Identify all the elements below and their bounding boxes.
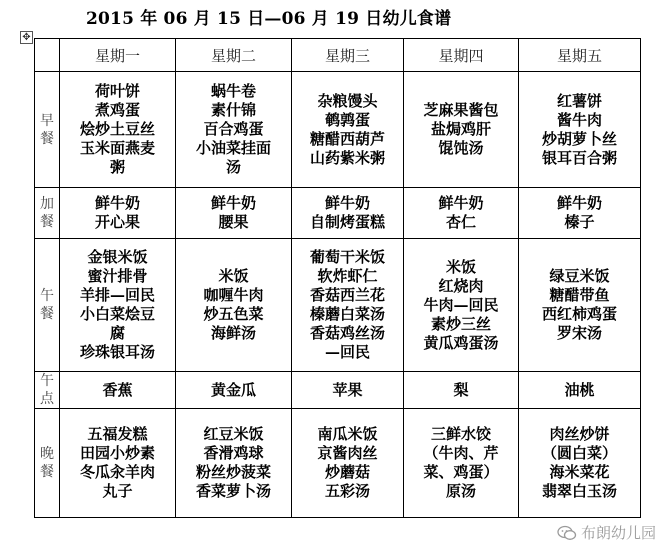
dish-line: 酱牛肉 (556, 110, 602, 129)
meal-label-char: 点 (40, 391, 54, 407)
menu-cell (292, 188, 404, 239)
dish-line: 炒胡萝卜丝 (541, 129, 617, 148)
dish-line: 粥 (109, 158, 125, 176)
dish-line: 米饭 (218, 267, 249, 285)
meal-label-char: 餐 (40, 130, 54, 147)
dish-line: 腐 (109, 324, 125, 342)
dish-line: 煮鸡蛋 (94, 101, 140, 119)
dish-line: 小白菜烩豆 (79, 305, 155, 323)
menu-cell (60, 372, 176, 409)
dish-line: 香滑鸡球 (203, 444, 264, 462)
dish-line: 肉丝炒饼 (549, 425, 610, 443)
menu-cell (60, 409, 176, 518)
dish-line: 鲜牛奶 (556, 194, 602, 212)
dish-line: 糖醋西葫芦 (309, 129, 385, 148)
menu-cell (176, 72, 292, 188)
dish-line: 杏仁 (445, 213, 476, 231)
dish-line: 黄金瓜 (210, 380, 256, 399)
meal-row (35, 239, 641, 372)
dish-line: 榛子 (564, 213, 595, 231)
menu-cell (60, 72, 176, 188)
dish-line: —回民 (324, 343, 370, 361)
dish-line: 金银米饭 (87, 248, 148, 266)
dish-line: 炒蘑菇 (324, 463, 370, 481)
watermark (557, 522, 656, 543)
dish-line: 苹果 (332, 380, 363, 399)
dish-line: （牛肉、芹 (423, 444, 499, 462)
dish-line: 汤 (225, 158, 241, 176)
dish-line: 素炒三丝 (430, 314, 491, 333)
dish-line: 芝麻果酱包 (423, 101, 499, 119)
dish-line: 田园小炒素 (79, 444, 155, 462)
meal-label-char: 午 (40, 288, 54, 304)
day-header: 星期五 (519, 39, 641, 72)
menu-cell (176, 239, 292, 372)
dish-line: 蜜汁排骨 (87, 267, 148, 285)
dish-line: 西红柿鸡蛋 (541, 305, 617, 323)
dish-line: 梨 (453, 380, 469, 399)
dish-line: 香菜萝卜汤 (195, 482, 271, 500)
dish-line: 咖喱牛肉 (203, 286, 264, 304)
meal-label-char: 餐 (40, 306, 54, 322)
menu-cell (292, 239, 404, 372)
menu-cell (60, 239, 176, 372)
menu-cell (404, 72, 519, 188)
meal-row (35, 409, 641, 518)
dish-line: 红豆米饭 (203, 425, 264, 443)
dish-line: 红烧肉 (438, 276, 484, 295)
dish-line: 香菇西兰花 (309, 286, 385, 304)
dish-line: 百合鸡蛋 (203, 120, 264, 138)
wechat-icon (557, 525, 577, 541)
menu-cell (404, 239, 519, 372)
dish-line: 腰果 (218, 213, 249, 231)
menu-cell (404, 372, 519, 409)
meal-label-char: 餐 (40, 214, 54, 230)
dish-line: 五福发糕 (87, 425, 148, 443)
dish-line: 米饭 (445, 257, 476, 276)
dish-line: 三鲜水饺 (430, 425, 491, 443)
dish-line: 红薯饼 (556, 91, 602, 110)
dish-line: 山药紫米粥 (309, 148, 385, 167)
menu-cell (519, 188, 641, 239)
dish-line: 玉米面燕麦 (79, 139, 155, 157)
dish-line: 翡翠白玉汤 (541, 482, 617, 500)
day-header: 星期一 (60, 39, 176, 72)
menu-cell (60, 188, 176, 239)
menu-table (34, 38, 641, 518)
meal-label-char: 餐 (40, 464, 54, 480)
dish-line: 烩炒土豆丝 (79, 120, 155, 138)
meal-label-char: 午 (40, 373, 54, 389)
menu-cell (519, 239, 641, 372)
menu-cell (176, 372, 292, 409)
meal-row (35, 188, 641, 239)
day-header: 星期三 (292, 39, 404, 72)
menu-cell (404, 409, 519, 518)
menu-cell (176, 409, 292, 518)
menu-cell (404, 188, 519, 239)
dish-line: 海米菜花 (549, 463, 610, 481)
dish-line: 南瓜米饭 (317, 425, 378, 443)
dish-line: 羊排—回民 (79, 286, 155, 304)
watermark-text: 布朗幼儿园 (580, 524, 656, 542)
header-row (35, 39, 641, 72)
menu-cell (292, 409, 404, 518)
dish-line: 葡萄干米饭 (309, 248, 385, 266)
dish-line: 香菇鸡丝汤 (309, 324, 385, 342)
dish-line: 蜗牛卷 (210, 82, 256, 100)
dish-line: 珍珠银耳汤 (79, 343, 155, 361)
dish-line: 荷叶饼 (94, 82, 140, 100)
meal-label-char: 早 (40, 112, 54, 129)
meal-label (35, 239, 60, 372)
meal-label (35, 72, 60, 188)
dish-line: 鲜牛奶 (210, 194, 256, 212)
dish-line: 鹌鹑蛋 (324, 110, 370, 129)
menu-cell (292, 372, 404, 409)
dish-line: 原汤 (445, 482, 476, 500)
dish-line: 银耳百合粥 (541, 148, 617, 167)
menu-cell (519, 372, 641, 409)
corner-cell (35, 39, 60, 72)
dish-line: 开心果 (94, 213, 140, 231)
dish-line: 冬瓜汆羊肉 (79, 463, 155, 481)
dish-line: 绿豆米饭 (549, 267, 610, 285)
dish-line: 软炸虾仁 (317, 267, 378, 285)
dish-line: 素什锦 (210, 101, 256, 119)
dish-line: 鲜牛奶 (324, 194, 370, 212)
dish-line: 香蕉 (102, 380, 133, 399)
day-header: 星期四 (404, 39, 519, 72)
dish-line: 菜、鸡蛋） (423, 463, 499, 481)
day-header: 星期二 (176, 39, 292, 72)
dish-line: 丸子 (102, 482, 133, 500)
page-title: 2015 年 06 月 15 日—06 月 19 日幼儿食谱 (86, 9, 452, 29)
dish-line: 罗宋汤 (556, 324, 602, 342)
dish-line: 榛蘑白菜汤 (309, 305, 385, 323)
meal-row (35, 372, 641, 409)
dish-line: 海鲜汤 (210, 324, 256, 342)
meal-row (35, 72, 641, 188)
meal-label-char: 晚 (40, 446, 54, 462)
meal-label (35, 409, 60, 518)
dish-line: 馄饨汤 (438, 139, 484, 157)
dish-line: 牛肉—回民 (423, 295, 499, 314)
dish-line: 盐焗鸡肝 (430, 120, 491, 138)
table-move-handle-icon[interactable]: ✥ (20, 31, 33, 44)
dish-line: 杂粮馒头 (317, 91, 378, 110)
meal-label (35, 188, 60, 239)
dish-line: （圆白菜） (541, 444, 617, 462)
dish-line: 炒五色菜 (203, 305, 264, 323)
menu-cell (176, 188, 292, 239)
dish-line: 油桃 (564, 380, 595, 399)
dish-line: 黄瓜鸡蛋汤 (423, 333, 499, 352)
dish-line: 鲜牛奶 (438, 194, 484, 212)
menu-cell (519, 409, 641, 518)
dish-line: 糖醋带鱼 (549, 286, 610, 304)
menu-cell (519, 72, 641, 188)
dish-line: 自制烤蛋糕 (309, 213, 385, 231)
dish-line: 小油菜挂面 (195, 139, 271, 157)
dish-line: 京酱肉丝 (317, 444, 378, 462)
dish-line: 鲜牛奶 (94, 194, 140, 212)
dish-line: 五彩汤 (324, 482, 370, 500)
meal-label-char: 加 (40, 196, 54, 212)
meal-label (35, 372, 60, 409)
menu-cell (292, 72, 404, 188)
dish-line: 粉丝炒菠菜 (195, 463, 271, 481)
